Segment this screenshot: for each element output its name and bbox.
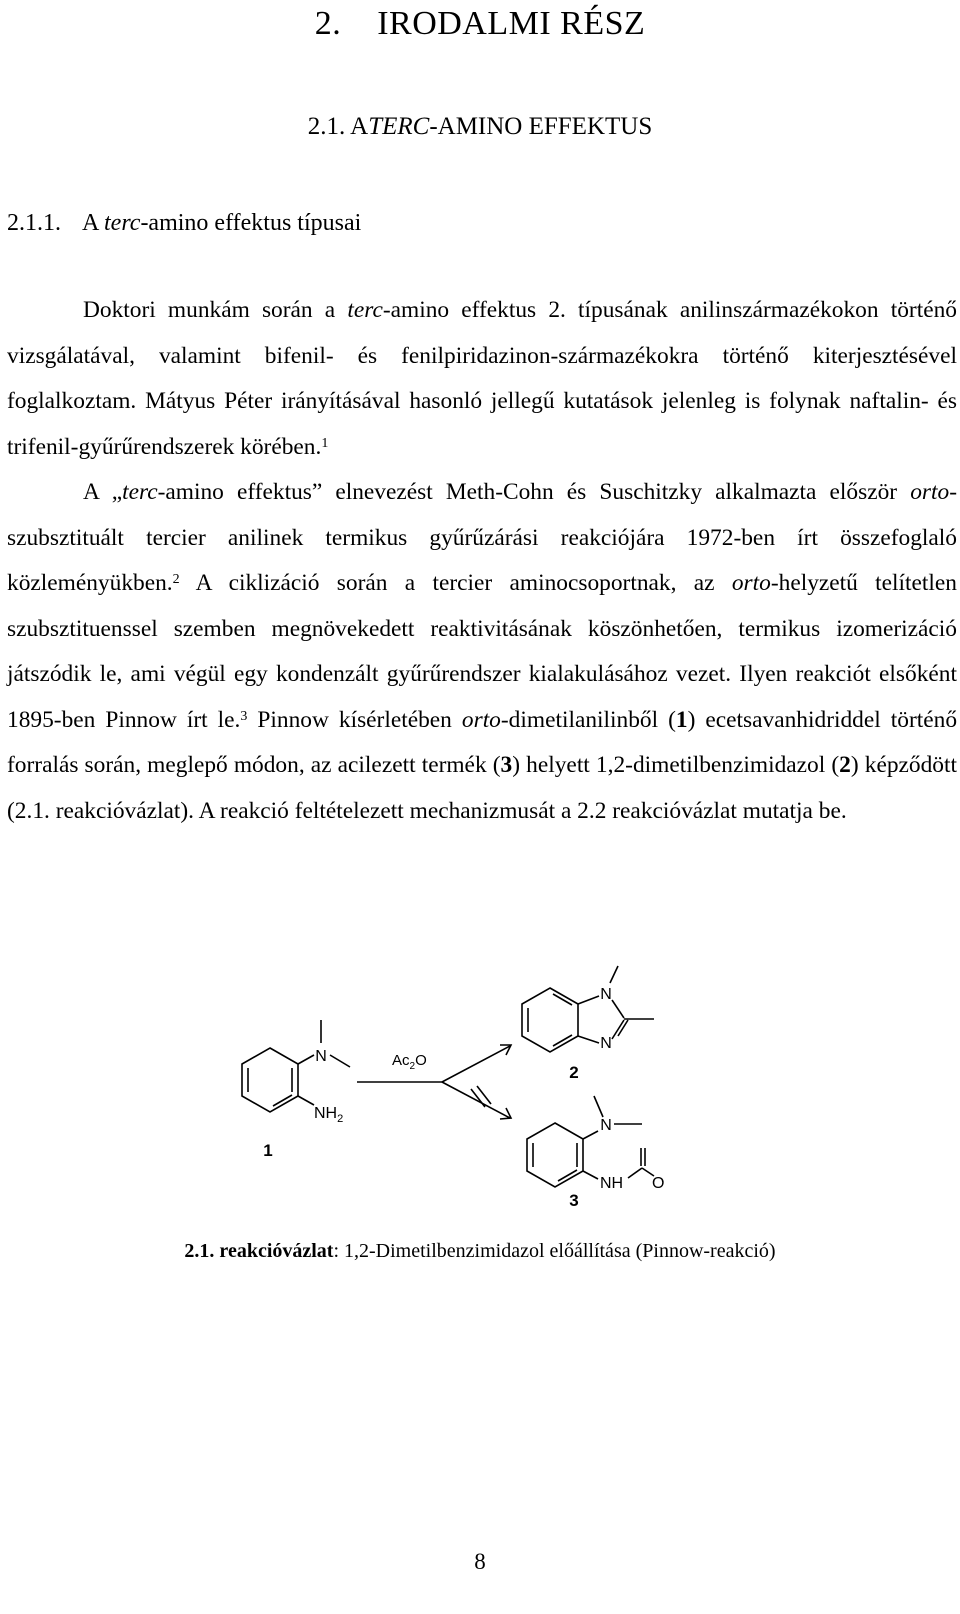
compound-label-2: 2	[569, 1063, 579, 1082]
p2-text-5: -helyzetű telítetlen szubsztituenssel szemben megnövekedett reaktivitásának köszönhetően, termikus izomerizáció játszódik le, ami végül egy kondenzált gyűrűrendszer kialakulásához vezet. Ilyen reakciót elsőként 1895-ben Pinnow írt le.	[7, 570, 957, 733]
p2-italic-2: orto	[910, 479, 950, 505]
p2-text-3: -szubsztituált tercier anilinek termikus gyűrűzárási reakciójára 1972-ben írt összefoglaló közleményükben.	[7, 479, 957, 596]
p2-text-4: A ciklizáció során a tercier aminocsoportnak, az	[179, 570, 732, 596]
compound-2-benzene-ring	[522, 988, 578, 1052]
compound-ref-1: 1	[675, 706, 688, 733]
compound-1-structure	[242, 1020, 350, 1112]
atom-n-2b: N	[600, 1035, 612, 1052]
p2-text-1: A „	[83, 479, 123, 505]
scheme-caption	[0, 1238, 960, 1264]
compound-ref-3: 3	[500, 752, 513, 778]
paragraph-1	[7, 288, 957, 470]
p2-italic-1: terc	[122, 479, 158, 505]
compound-label-3: 3	[569, 1191, 579, 1210]
subsection-title-terc: terc	[104, 210, 141, 236]
section-title-a: A	[350, 113, 369, 140]
paragraph-2	[7, 470, 957, 834]
caption-text: : 1,2-Dimetilbenzimidazol előállítása (Pinnow-reakció)	[333, 1240, 776, 1262]
compound-2-structure	[522, 966, 654, 1052]
atom-nh2-1: $NH_2$	[314, 1105, 344, 1125]
p1-text-2: -amino effektus 2. típusának anilinszármazékokon történő vizsgálatával, valamint bifenil- és fenilpiridazinon-származékokra történő kiterjesztésével foglalkoztam. Mátyus Péter irányításával hasonló jellegű kutatások jelenleg is folynak naftalin- és trifenil-gyűrűrendszerek körében.	[7, 297, 957, 460]
section-number: 2.1.	[307, 113, 346, 140]
atom-n-3: N	[600, 1117, 612, 1134]
p1-text-1: Doktori munkám során a	[83, 297, 348, 323]
compound-label-1: 1	[263, 1141, 273, 1160]
subsection-title-rest: -amino effektus típusai	[140, 210, 362, 236]
section-heading	[0, 112, 960, 142]
reagent-ac2o: $Ac_2O$	[392, 1052, 427, 1072]
p2-italic-4: orto	[461, 706, 501, 733]
p2-text-8: ) ecetsavanhidriddel történő forralás során, meglepő módon, az acilezett termék (	[7, 706, 958, 778]
caption-label: 2.1. reakcióvázlat	[184, 1240, 334, 1262]
section-title-terc: TERC	[368, 113, 430, 140]
subsection-heading	[7, 208, 361, 238]
reaction-arrows	[357, 1045, 511, 1119]
compound-3-benzene-ring	[527, 1123, 583, 1187]
footnote-ref-1: 1	[321, 435, 329, 451]
subsection-number: 2.1.1.	[7, 210, 61, 236]
atom-n-2a: N	[600, 986, 612, 1003]
compound-3-structure	[527, 1096, 654, 1187]
p2-text-7: -dimetilanilinből (	[500, 706, 676, 733]
chapter-heading: 2. IRODALMI RÉSZ	[314, 5, 646, 42]
p2-text-9: ) helyett 1,2-dimetilbenzimidazol (	[512, 752, 840, 778]
subsection-title-a: A	[82, 210, 99, 236]
p2-text-2: -amino effektus” elnevezést Meth-Cohn és Suschitzky alkalmazta először	[157, 479, 911, 505]
section-title-rest: -AMINO EFFEKTUS	[429, 113, 653, 140]
reaction-scheme	[225, 960, 695, 1230]
footnote-ref-2: 2	[172, 572, 180, 587]
body-text	[7, 288, 957, 834]
atom-nh-3: NH	[600, 1175, 624, 1192]
p1-italic-1: terc	[347, 297, 383, 323]
atom-o-3: O	[652, 1175, 665, 1192]
atom-n-1: N	[315, 1048, 327, 1065]
page-number: 8	[474, 1549, 486, 1574]
footnote-ref-3: 3	[240, 708, 248, 724]
compound-ref-2: 2	[839, 752, 851, 778]
p2-text-6: Pinnow kísérletében	[247, 706, 462, 733]
p2-italic-3: orto	[731, 570, 771, 596]
p2-text-10: ) képződött (2.1. reakcióvázlat). A reakció feltételezett mechanizmusát a 2.2 reakcióvázlat mutatja be.	[7, 752, 957, 824]
compound-1-benzene-ring	[242, 1048, 298, 1112]
